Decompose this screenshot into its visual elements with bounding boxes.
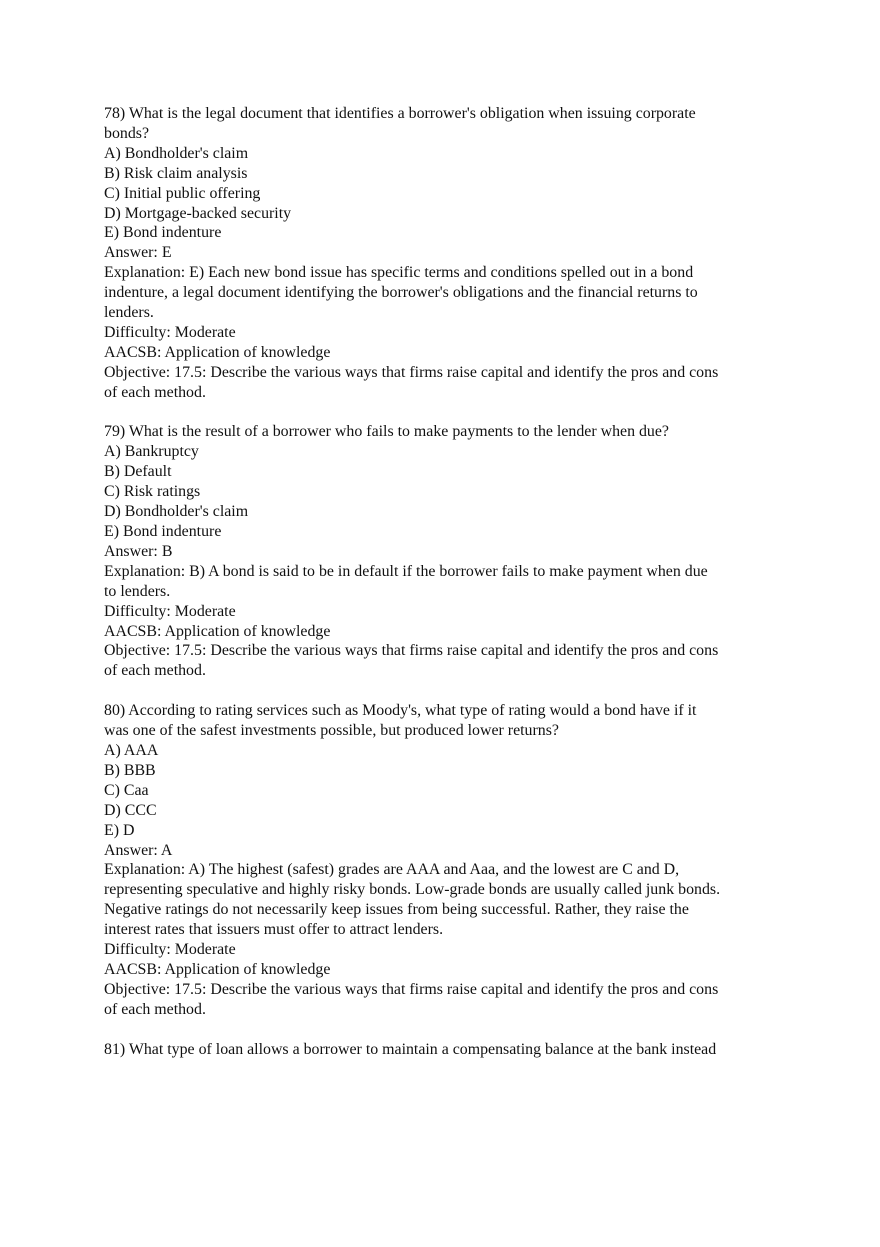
option-e: E) Bond indenture: [104, 523, 222, 541]
question-text: 78) What is the legal document that identifies a borrower's obligation when issuing corporate: [104, 105, 696, 122]
aacsb: AACSB: Application of knowledge: [104, 960, 331, 978]
question-text: 81) What type of loan allows a borrower to maintain a compensating balance at the bank instead: [104, 1040, 717, 1058]
document-page: [104, 104, 794, 1079]
explanation: representing speculative and highly risky bonds. Low-grade bonds are usually called junk bonds.: [104, 881, 721, 899]
question-81: [104, 1040, 794, 1060]
difficulty: Difficulty: Moderate: [104, 602, 236, 620]
explanation: Explanation: B) A bond is said to be in default if the borrower fails to make payment when due: [104, 562, 708, 580]
difficulty: Difficulty: Moderate: [104, 941, 236, 959]
difficulty: Difficulty: Moderate: [104, 323, 236, 341]
option-c: C) Risk ratings: [104, 483, 201, 501]
aacsb: AACSB: Application of knowledge: [104, 622, 331, 640]
objective: Objective: 17.5: Describe the various ways that firms raise capital and identify the pros and cons: [104, 980, 719, 998]
explanation: Explanation: A) The highest (safest) grades are AAA and Aaa, and the lowest are C and D,: [104, 861, 680, 879]
option-a: A) AAA: [104, 741, 159, 759]
question-text: bonds?: [104, 124, 150, 142]
option-c: C) Caa: [104, 781, 149, 799]
option-a: A) Bondholder's claim: [104, 144, 249, 162]
option-a: A) Bankruptcy: [104, 443, 199, 461]
option-e: E) Bond indenture: [104, 224, 222, 242]
objective: of each method.: [104, 1000, 206, 1018]
answer: Answer: A: [104, 841, 173, 859]
objective: of each method.: [104, 662, 206, 680]
explanation: Negative ratings do not necessarily keep issues from being successful. Rather, they raise the: [104, 901, 689, 919]
option-d: D) Mortgage-backed security: [104, 204, 292, 222]
explanation: indenture, a legal document identifying the borrower's obligations and the financial returns to: [104, 284, 698, 302]
objective: Objective: 17.5: Describe the various ways that firms raise capital and identify the pros and cons: [104, 642, 719, 660]
option-d: D) Bondholder's claim: [104, 503, 249, 521]
explanation: lenders.: [104, 304, 154, 322]
question-78: [104, 104, 794, 403]
objective: of each method.: [104, 383, 206, 401]
option-d: D) CCC: [104, 801, 157, 819]
question-text: was one of the safest investments possible, but produced lower returns?: [104, 722, 559, 740]
option-b: B) BBB: [104, 761, 156, 779]
question-79: [104, 422, 794, 681]
objective: Objective: 17.5: Describe the various ways that firms raise capital and identify the pros and cons: [104, 363, 719, 381]
question-80: [104, 701, 794, 1020]
answer: Answer: E: [104, 244, 172, 262]
option-c: C) Initial public offering: [104, 184, 261, 202]
option-b: B) Default: [104, 463, 172, 481]
option-e: E) D: [104, 821, 135, 839]
explanation: interest rates that issuers must offer to attract lenders.: [104, 921, 444, 939]
explanation: Explanation: E) Each new bond issue has specific terms and conditions spelled out in a bond: [104, 264, 694, 282]
option-b: B) Risk claim analysis: [104, 164, 248, 182]
aacsb: AACSB: Application of knowledge: [104, 343, 331, 361]
explanation: to lenders.: [104, 582, 171, 600]
answer: Answer: B: [104, 542, 173, 560]
question-text: 80) According to rating services such as Moody's, what type of rating would a bond have if it: [104, 702, 697, 720]
question-text: 79) What is the result of a borrower who fails to make payments to the lender when due?: [104, 423, 669, 441]
